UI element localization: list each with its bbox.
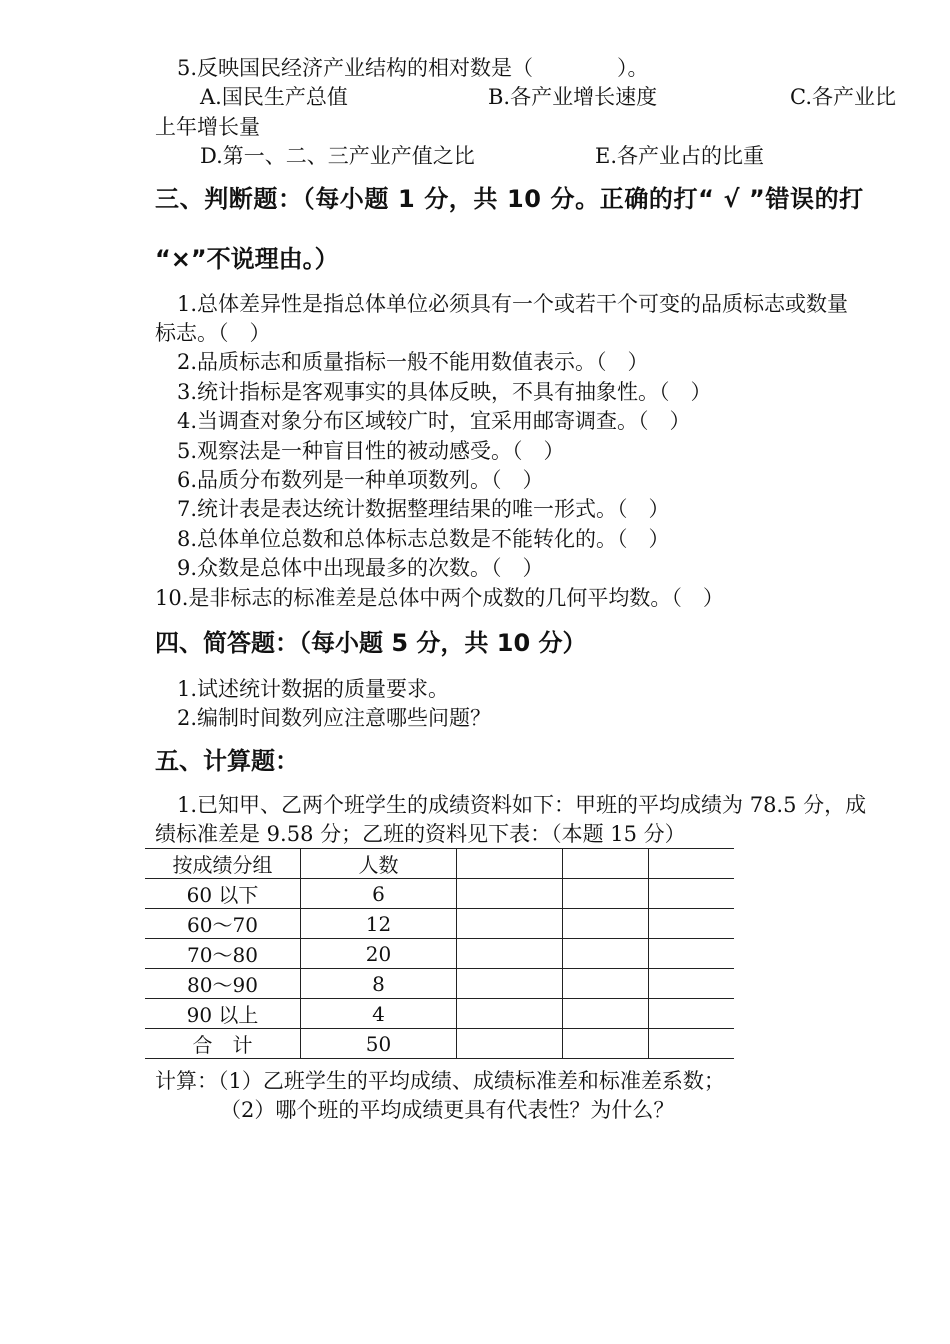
judge-item: 2.品质标志和质量指标一般不能用数值表示。（ ）	[177, 350, 649, 374]
table-row	[145, 909, 734, 939]
judge-item: 6.品质分布数列是一种单项数列。（ ）	[177, 468, 544, 492]
table-header-empty	[563, 849, 649, 879]
q5-option-a: A.国民生产总值	[200, 85, 348, 109]
q5-option-b: B.各产业增长速度	[488, 85, 658, 109]
table-cell: 70～80	[145, 939, 301, 969]
table-cell: 60 以下	[145, 879, 301, 909]
table-total-row	[145, 1029, 734, 1059]
table-cell: 6	[301, 879, 457, 909]
q5-option-d: D.第一、二、三产业产值之比	[200, 144, 475, 168]
q5-option-c: C.各产业比	[790, 85, 896, 109]
judge-item: 10.是非标志的标准差是总体中两个成数的几何平均数。（ ）	[155, 586, 724, 610]
section3-heading-cont: “×”不说理由。）	[155, 245, 339, 273]
table-header: 人数	[301, 849, 457, 879]
section3-heading: 三、判断题：（每小题 1 分，共 10 分。正确的打“ √ ”错误的打	[155, 185, 864, 213]
calc-task-2: （2）哪个班的平均成绩更具有代表性？为什么？	[220, 1098, 675, 1122]
table-cell: 4	[301, 999, 457, 1029]
section4-heading: 四、简答题：（每小题 5 分，共 10 分）	[155, 629, 587, 657]
table-cell: 8	[301, 969, 457, 999]
table-cell: 80～90	[145, 969, 301, 999]
judge-item: 4.当调查对象分布区域较广时，宜采用邮寄调查。（ ）	[177, 409, 691, 433]
calc-task-1: 计算：（1）乙班学生的平均成绩、成绩标准差和标准差系数；	[155, 1069, 725, 1093]
table-cell: 12	[301, 909, 457, 939]
judge-item: 8.总体单位总数和总体标志总数是不能转化的。（ ）	[177, 527, 670, 551]
calc-intro: 1.已知甲、乙两个班学生的成绩资料如下：甲班的平均成绩为 78.5 分，成	[177, 793, 867, 817]
table-cell: 20	[301, 939, 457, 969]
table-row	[145, 939, 734, 969]
q5-stem: 5.反映国民经济产业结构的相对数是（ ）。	[177, 56, 649, 80]
table-row	[145, 969, 734, 999]
q5-option-e: E.各产业占的比重	[595, 144, 765, 168]
q5-option-c-cont: 上年增长量	[155, 115, 260, 139]
judge-item: 7.统计表是表达统计数据整理结果的唯一形式。（ ）	[177, 497, 670, 521]
table-row	[145, 999, 734, 1029]
table-cell: 90 以上	[145, 999, 301, 1029]
table-header: 按成绩分组	[145, 849, 301, 879]
judge-item: 标志。（ ）	[155, 321, 271, 345]
grade-table	[145, 848, 734, 1059]
table-header-empty	[649, 849, 735, 879]
table-cell: 合 计	[145, 1029, 301, 1059]
short-answer-item: 2.编制时间数列应注意哪些问题？	[177, 706, 492, 730]
table-header-row	[145, 849, 734, 879]
judge-item: 9.众数是总体中出现最多的次数。（ ）	[177, 556, 544, 580]
short-answer-item: 1.试述统计数据的质量要求。	[177, 677, 450, 701]
table-cell: 60～70	[145, 909, 301, 939]
table-row	[145, 879, 734, 909]
judge-item: 3.统计指标是客观事实的具体反映，不具有抽象性。（ ）	[177, 380, 712, 404]
table-cell: 50	[301, 1029, 457, 1059]
table-header-empty	[457, 849, 563, 879]
section5-heading: 五、计算题：	[155, 747, 299, 775]
judge-item: 5.观察法是一种盲目性的被动感受。（ ）	[177, 439, 565, 463]
calc-intro-cont: 绩标准差是 9.58 分；乙班的资料见下表：（本题 15 分）	[155, 822, 686, 846]
judge-item: 1.总体差异性是指总体单位必须具有一个或若干个可变的品质标志或数量	[177, 292, 849, 316]
